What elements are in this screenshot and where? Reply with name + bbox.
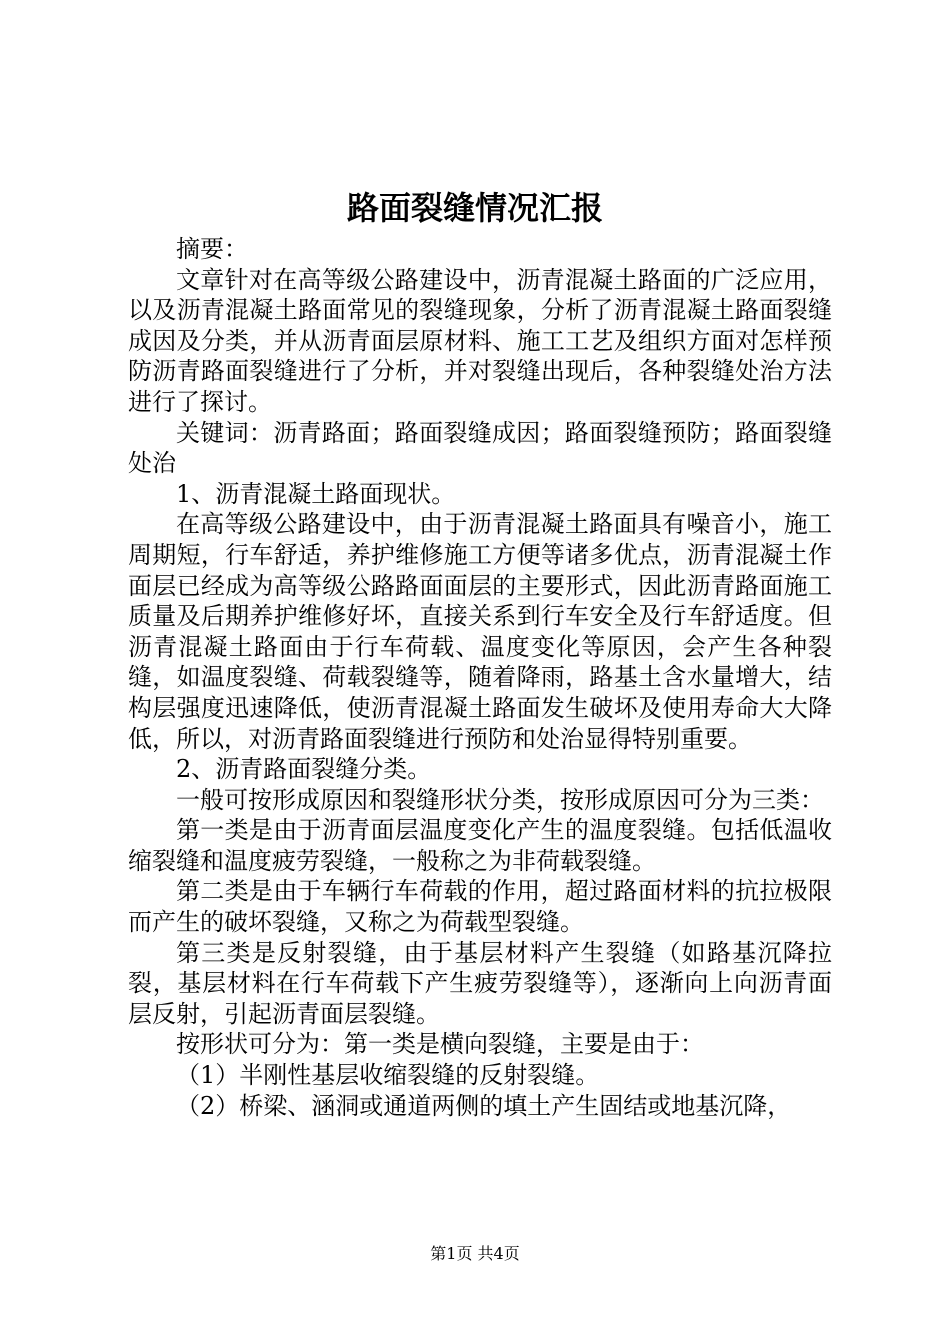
- category-1-paragraph: 第一类是由于沥青面层温度变化产生的温度裂缝。包括低温收缩裂缝和温度疲劳裂缝，一般称之为非荷载裂缝。: [128, 816, 832, 875]
- list-item-1: （1）半刚性基层收缩裂缝的反射裂缝。: [176, 1061, 600, 1090]
- category-2-paragraph: 第二类是由于车辆行车荷载的作用，超过路面材料的抗拉极限而产生的破坏裂缝，又称之为荷载型裂缝。: [128, 877, 832, 937]
- shape-classification-paragraph: 按形状可分为：第一类是横向裂缝，主要是由于：: [176, 1030, 704, 1059]
- page-footer: 第1页 共4页: [430, 1244, 520, 1263]
- classification-intro: 一般可按形成原因和裂缝形状分类，按形成原因可分为三类：: [176, 785, 824, 814]
- section-heading-1: 1、沥青混凝土路面现状。: [176, 479, 456, 508]
- category-3-paragraph: 第三类是反射裂缝，由于基层材料产生裂缝（如路基沉降拉裂，基层材料在行车荷载下产生疲劳裂缝等），逐渐向上向沥青面层反射，引起沥青面层裂缝。: [128, 938, 832, 1028]
- section-heading-2: 2、沥青路面裂缝分类。: [176, 755, 432, 784]
- abstract-text: 文章针对在高等级公路建设中，沥青混凝土路面的广泛应用，以及沥青混凝土路面常见的裂缝现象，分析了沥青混凝土路面裂缝成因及分类，并从沥青面层原材料、施工工艺及组织方面对怎样预防沥青路面裂缝进行了分析，并对裂缝出现后，各种裂缝处治方法进行了探讨。: [128, 265, 832, 416]
- document-body: [128, 234, 832, 1121]
- keywords: 关键词：沥青路面；路面裂缝成因；路面裂缝预防；路面裂缝处治: [128, 418, 832, 478]
- abstract-heading: 摘要：: [176, 235, 248, 263]
- list-item-2: （2）桥梁、涵洞或通道两侧的填土产生固结或地基沉降，: [176, 1091, 792, 1120]
- document-title: 路面裂缝情况汇报: [346, 189, 603, 227]
- section-1-paragraph: 在高等级公路建设中，由于沥青混凝土路面具有噪音小，施工周期短，行车舒适，养护维修施工方便等诸多优点，沥青混凝土作面层已经成为高等级公路路面面层的主要形式，因此沥青路面施工质量及后期养护维修好坏，直接关系到行车安全及行车舒适度。但沥青混凝土路面由于行车荷载、温度变化等原因，会产生各种裂缝，如温度裂缝、荷载裂缝等，随着降雨，路基土含水量增大，结构层强度迅速降低，使沥青混凝土路面发生破坏及使用寿命大大降低，所以，对沥青路面裂缝进行预防和处治显得特别重要。: [128, 510, 832, 753]
